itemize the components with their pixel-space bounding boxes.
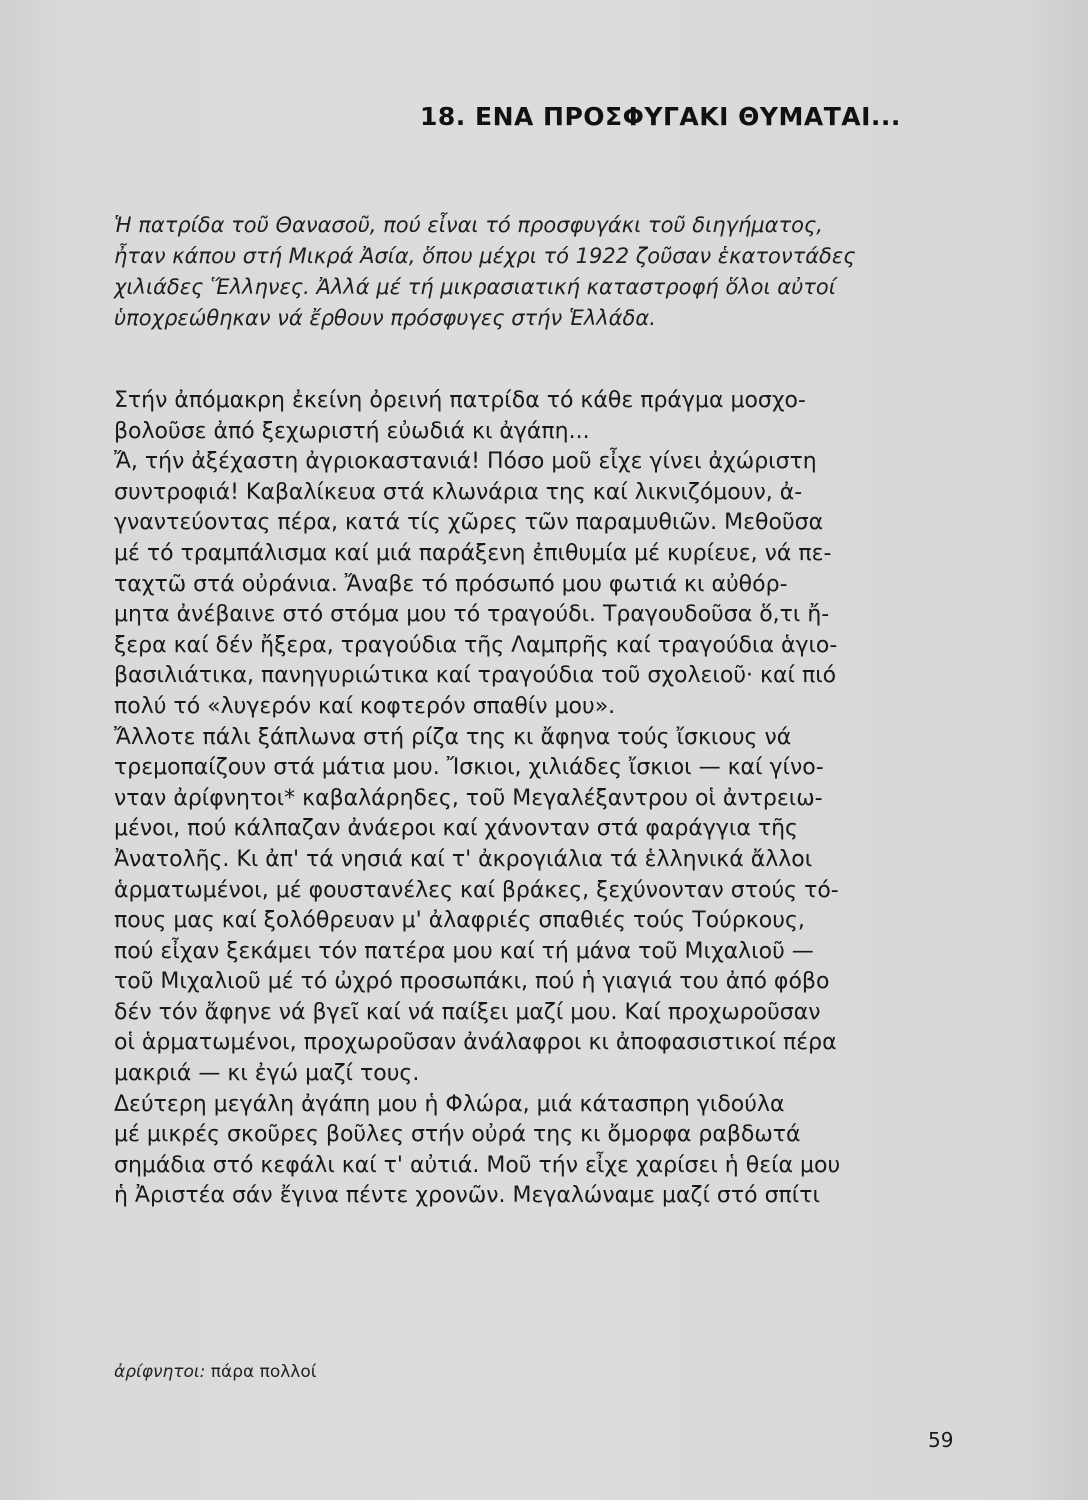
text-line: βολοῦσε ἀπό ξεχωριστή εὐωδιά κι ἀγάπη... [114,418,590,444]
text-line: σημάδια στό κεφάλι καί τ' αὐτιά. Μοῦ τήν εἶχε χαρίσει ἡ θεία μου [114,1152,841,1178]
intro-line: ὑποχρεώθηκαν νά ἔρθουν πρόσφυγες στήν Ἑλλάδα. [114,306,656,330]
body-text [114,386,959,1212]
footnote-term: ἀρίφνητοι: [114,1362,206,1382]
text-line: δέν τόν ἄφηνε νά βγεῖ καί νά παίξει μαζί μου. Καί προχωροῦσαν [114,999,821,1025]
text-line: πολύ τό «λυγερόν καί κοφτερόν σπαθίν μου». [114,693,616,719]
text-line: ἡ Ἀριστέα σάν ἔγινα πέντε χρονῶν. Μεγαλώναμε μαζί στό σπίτι [114,1183,820,1209]
page-number: 59 [928,1428,954,1452]
text-line: Στήν ἀπόμακρη ἐκείνη ὀρεινή πατρίδα τό κάθε πράγμα μοσχο- [114,388,806,413]
text-line: μητα ἀνέβαινε στό στόμα μου τό τραγούδι. Τραγουδοῦσα ὅ,τι ἤ- [114,602,830,628]
text-line: ταχτῶ στά οὐράνια. Ἄναβε τό πρόσωπό μου φωτιά κι αὐθόρ- [114,571,788,597]
footnote [114,1362,317,1382]
text-line: νταν ἀρίφνητοι* καβαλάρηδες, τοῦ Μεγαλέξαντρου οἱ ἀντρειω- [114,785,823,811]
text-line: μακριά — κι ἐγώ μαζί τους. [114,1061,420,1087]
text-line: οἱ ἁρματωμένοι, προχωροῦσαν ἀνάλαφροι κι ἀποφασιστικοί πέρα [114,1030,837,1056]
text-line: Ἄ, τήν ἀξέχαστη ἀγριοκαστανιά! Πόσο μοῦ εἶχε γίνει ἀχώριστη [114,449,817,475]
intro-line: χιλιάδες Ἕλληνες. Ἀλλά μέ τή μικρασιατική καταστροφή ὅλοι αὐτοί [114,275,836,299]
text-line: Ἄλλοτε πάλι ξάπλωνα στή ρίζα της κι ἄφηνα τούς ἴσκιους νά [114,724,792,750]
text-line: μέ μικρές σκοῦρες βοῦλες στήν οὐρά της κι ὄμορφα ραβδωτά [114,1122,801,1148]
text-line: τοῦ Μιχαλιοῦ μέ τό ὠχρό προσωπάκι, πού ἡ γιαγιά του ἀπό φόβο [114,969,830,995]
text-line: Δεύτερη μεγάλη ἀγάπη μου ἡ Φλώρα, μιά κάτασπρη γιδούλα [114,1091,785,1117]
intro-paragraph [114,210,959,334]
chapter-title: 18. ΕΝΑ ΠΡΟΣΦΥΓΑΚΙ ΘΥΜΑΤΑΙ... [420,102,901,131]
text-line: πους μας καί ξολόθρευαν μ' ἀλαφριές σπαθιές τούς Τούρκους, [114,908,805,934]
text-line: συντροφιά! Καβαλίκευα στά κλωνάρια της καί λικνιζόμουν, ἀ- [114,479,803,505]
text-line: ἁρματωμένοι, μέ φουστανέλες καί βράκες, ξεχύνονταν στούς τό- [114,877,839,903]
text-line: Ἀνατολῆς. Κι ἀπ' τά νησιά καί τ' ἀκρογιάλια τά ἑλληνικά ἄλλοι [114,846,813,872]
intro-line: Ἡ πατρίδα τοῦ Θανασοῦ, πού εἶναι τό προσφυγάκι τοῦ διηγήματος, [114,213,823,237]
text-line: βασιλιάτικα, πανηγυριώτικα καί τραγούδια τοῦ σχολειοῦ· καί πιό [114,663,837,689]
footnote-definition: πάρα πολλοί [210,1362,317,1382]
text-line: ξερα καί δέν ἤξερα, τραγούδια τῆς Λαμπρῆς καί τραγούδια ἁγιο- [114,632,838,658]
text-line: μέ τό τραμπάλισμα καί μιά παράξενη ἐπιθυμία μέ κυρίευε, νά πε- [114,540,832,566]
text-line: πού εἶχαν ξεκάμει τόν πατέρα μου καί τή μάνα τοῦ Μιχαλιοῦ — [114,938,814,964]
text-line: γναντεύοντας πέρα, κατά τίς χῶρες τῶν παραμυθιῶν. Μεθοῦσα [114,510,824,536]
text-line: μένοι, πού κάλπαζαν ἀνάεροι καί χάνονταν στά φαράγγια τῆς [114,816,798,842]
intro-line: ἦταν κάπου στή Μικρά Ἀσία, ὅπου μέχρι τό 1922 ζοῦσαν ἑκατοντάδες [114,244,856,268]
text-line: τρεμοπαίζουν στά μάτια μου. Ἴσκιοι, χιλιάδες ἴσκιοι — καί γίνο- [114,755,824,781]
